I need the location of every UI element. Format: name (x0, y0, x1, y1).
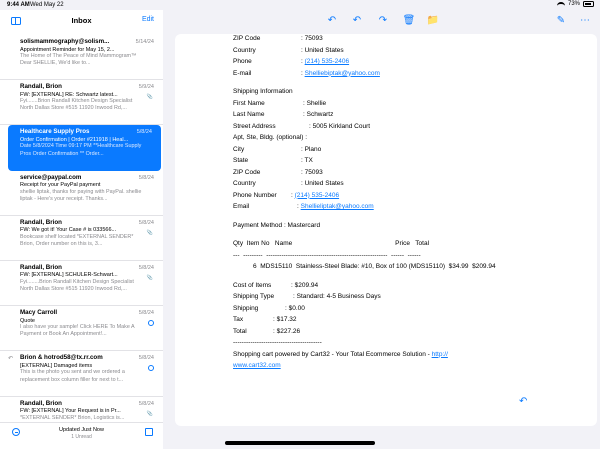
field-value: : Schwartz (303, 111, 334, 118)
shipping-row (233, 133, 573, 145)
field-label: Email (233, 203, 250, 210)
reply-all-icon[interactable]: ↶ (352, 15, 362, 26)
shipping-row (233, 145, 573, 157)
message-date: 5/8/24 (138, 310, 154, 317)
field-label: Shipping Type (233, 293, 275, 300)
footer-row-2 (233, 361, 573, 373)
field-label: ZIP Code (233, 35, 261, 42)
field-value: : Standard: 4-5 Business Days (293, 293, 381, 300)
message-sender: Randall, Brion (20, 399, 62, 407)
footer-row (233, 350, 573, 362)
field-label: Total (233, 327, 247, 335)
message-date: 5/8/24 (138, 174, 154, 181)
field-value: : Plano (301, 145, 322, 153)
message-list-item[interactable] (0, 351, 163, 396)
shipping-row (233, 168, 573, 180)
mailbox-sidebar (0, 10, 163, 449)
message-list-item[interactable] (0, 171, 163, 216)
email-body-card (175, 34, 597, 426)
message-sender: Healthcare Supply Pros (20, 128, 90, 136)
reminder-icon (148, 320, 154, 326)
field-value: : $227.26 (273, 327, 301, 335)
total-row (233, 327, 573, 339)
field-label: State (233, 157, 249, 164)
field-value: : 75093 (301, 168, 323, 176)
attachment-icon: 📎 (146, 229, 153, 236)
field-label: Phone Number (233, 191, 277, 199)
field-link[interactable]: (214) 535-2406 (304, 58, 350, 65)
message-preview: shellie liptak, thanks for paying with PayPal. shellie liptak - Here's your receipt. Thanks... (20, 188, 142, 202)
shipping-header: Shipping Information (233, 88, 293, 95)
message-sender: Randall, Brion (20, 218, 62, 226)
shipping-row (233, 202, 573, 214)
home-indicator (225, 441, 375, 445)
field-label: Apt, Ste, Bldg. (optional) : (233, 134, 308, 141)
status-date: Wed May 22 (30, 2, 64, 8)
mailboxes-icon[interactable] (145, 428, 153, 436)
status-bar (0, 0, 600, 10)
message-list-item[interactable] (0, 261, 163, 306)
message-sender: service@paypal.com (20, 173, 82, 181)
table-rule-row (233, 251, 573, 263)
unread-count: 1 Unread (71, 434, 92, 440)
totals-rule: ----------------------------------------- (233, 339, 322, 346)
shipping-row (233, 99, 573, 111)
message-preview: Bookcase shelf located *EXTERNAL SENDER* Brion, Order number on this is, 3... (20, 233, 134, 248)
field-value: : $17.32 (273, 316, 297, 323)
contact-row (233, 69, 573, 81)
field-link[interactable]: Shellieliptak@yahoo.com (300, 203, 374, 210)
message-subject: Receipt for your PayPal payment (20, 182, 101, 189)
shipping-row (233, 191, 573, 203)
status-time: 9:44 AM (7, 2, 30, 8)
shipping-row (233, 122, 573, 134)
field-value: : United States (301, 46, 344, 54)
field-label: ZIP Code (233, 168, 261, 176)
rule-row (233, 338, 573, 350)
message-date: 5/14/24 (135, 39, 154, 45)
field-label: E-mail (233, 69, 252, 77)
message-subject: FW: [EXTERNAL] SCHULER-Schwart... (20, 272, 118, 279)
message-subject: [EXTERNAL] Damaged items (20, 362, 93, 369)
field-value: : Shellie (303, 99, 327, 107)
sidebar-footer (0, 422, 163, 449)
field-link[interactable]: (214) 535-2406 (294, 191, 340, 199)
message-pane (163, 10, 600, 449)
message-list-item[interactable] (0, 216, 163, 261)
field-value: : (291, 191, 295, 199)
message-date: 5/8/24 (136, 129, 152, 136)
contact-row (233, 34, 573, 46)
message-preview: This is the photo you sent and we ordered a replacement box column filler for next to t... (20, 369, 125, 383)
message-date: 5/8/24 (138, 400, 154, 407)
update-status: Updated Just Now (59, 427, 104, 433)
payment-row (233, 221, 573, 233)
message-date: 5/9/24 (138, 84, 154, 91)
message-preview: *EXTERNAL SENDER* Brion, Logistics is... (20, 414, 125, 421)
total-row (233, 281, 573, 293)
order-line-item: 6 MDS15110 Stainless-Steel Blade: #10, Box of 100 (MDS15110) $34.99 $209.94 (253, 263, 496, 270)
reply-bottom-icon[interactable]: ↶ (519, 396, 528, 407)
total-row (233, 292, 573, 304)
message-list-item[interactable] (0, 80, 163, 125)
message-list-item[interactable] (0, 35, 163, 80)
message-date: 5/8/24 (138, 264, 154, 271)
message-sender: Macy Carroll (20, 309, 58, 317)
field-label: Tax (233, 316, 244, 323)
message-sender: Randall, Brion (20, 83, 62, 91)
wifi-icon (557, 2, 565, 7)
shipping-row (233, 156, 573, 168)
field-label: Shipping (233, 304, 259, 312)
field-value: : (297, 203, 301, 210)
message-date: 5/8/24 (138, 355, 154, 362)
message-toolbar (163, 10, 600, 34)
message-sender: solismammography@solism... (20, 38, 110, 45)
message-list-item[interactable] (0, 306, 163, 351)
trash-icon[interactable]: 🗑 (402, 15, 416, 26)
message-preview: I also have your sample! Click HERE To Make A Payment or Book An Appointment!... (20, 324, 135, 338)
shipping-header-row (233, 87, 573, 99)
forward-icon[interactable]: ↷ (378, 15, 388, 26)
attachment-icon: 📎 (146, 274, 153, 281)
table-header-row (233, 239, 573, 251)
footer-link-1[interactable]: http:// (431, 350, 448, 358)
message-list (0, 35, 163, 442)
message-subject: FW: We got it! Your Case # is 033566... (20, 227, 117, 234)
field-value: : United States (301, 180, 344, 187)
footer-link-2[interactable]: www.cart32.com (233, 362, 281, 369)
reply-icon[interactable]: ↶ (327, 15, 337, 26)
order-row (233, 262, 573, 274)
message-sender: Randall, Brion (20, 263, 62, 271)
message-date: 5/8/24 (138, 219, 154, 226)
payment-method: Payment Method : Mastercard (233, 221, 321, 229)
field-value: : (301, 69, 305, 77)
edit-button[interactable]: Edit (141, 16, 154, 23)
message-subject: Order Confirmation | Order #211918 | Heal... (20, 136, 129, 143)
field-value: : $209.94 (291, 281, 319, 289)
total-row (233, 315, 573, 327)
shipping-row (233, 110, 573, 122)
message-subject: Appointment Reminder for May 15, 2... (20, 46, 115, 53)
contact-row (233, 57, 573, 69)
message-preview: The Home of The Peace of Mind Mammogram™ Dear SHELLIE, We'd like to... (20, 53, 137, 67)
field-label: Cost of Items (233, 281, 272, 289)
message-preview: Date 5/8/2024 Time 09:17 PM **Healthcare Supply Pros Order Confirmation ** Order... (20, 143, 142, 157)
field-label: Country (233, 46, 256, 54)
field-label: City (233, 145, 245, 153)
mailbox-title: Inbox (71, 16, 92, 25)
order-table-header: Qty Item No Name Price Total (233, 240, 430, 247)
order-table-rule: --- --------- -------------------------------------------------------- ------ ------ (233, 251, 421, 259)
field-label: First Name (233, 99, 265, 107)
field-label: Last Name (233, 111, 265, 118)
field-value: : 5005 Kirkland Court (309, 122, 371, 130)
reminder-icon (148, 365, 154, 371)
field-link[interactable]: Shelliebiptak@yahoo.com (304, 69, 380, 77)
message-sender: Brion & hotrod58@tx.rr.com (20, 354, 103, 362)
status-indicators (557, 1, 594, 7)
sidebar-header (0, 10, 163, 34)
total-row (233, 304, 573, 316)
field-label: Country (233, 180, 256, 187)
battery-icon (583, 1, 594, 7)
replied-icon: ↶ (8, 356, 14, 363)
message-preview: Fyi.......Brion Randall Kitchen Design Specialist North Dallas Store #515 11920 Inwood Rd,... (20, 98, 133, 112)
field-value: : $0.00 (285, 304, 305, 312)
attachment-icon: 📎 (146, 410, 153, 417)
shipping-row (233, 179, 573, 191)
more-icon[interactable]: ⋯ (580, 15, 590, 26)
message-preview: Fyi........Brion Randall Kitchen Design Specialist North Dallas Store #515 11920 Inwood Rd,... (20, 278, 134, 293)
contact-row (233, 46, 573, 58)
email-body (233, 34, 573, 373)
field-value: : TX (301, 157, 313, 164)
message-list-item[interactable] (8, 125, 161, 170)
attachment-icon: 📎 (146, 94, 153, 101)
message-subject: Quote (20, 317, 35, 324)
message-subject: FW: [EXTERNAL] RE: Schwartz latest... (20, 91, 118, 98)
battery-percent: 73% (567, 1, 580, 7)
footer-text: Shopping cart powered by Cart32 - Your Total Ecommerce Solution - (233, 350, 432, 358)
field-value: : (301, 58, 305, 65)
field-label: Street Address (233, 122, 276, 130)
field-value: : 75093 (301, 35, 323, 42)
compose-icon[interactable]: ✎ (556, 15, 566, 26)
field-label: Phone (233, 58, 252, 65)
message-subject: FW: [EXTERNAL] Your Request is in Pr... (20, 408, 121, 414)
folder-icon[interactable]: 📁 (426, 15, 440, 26)
